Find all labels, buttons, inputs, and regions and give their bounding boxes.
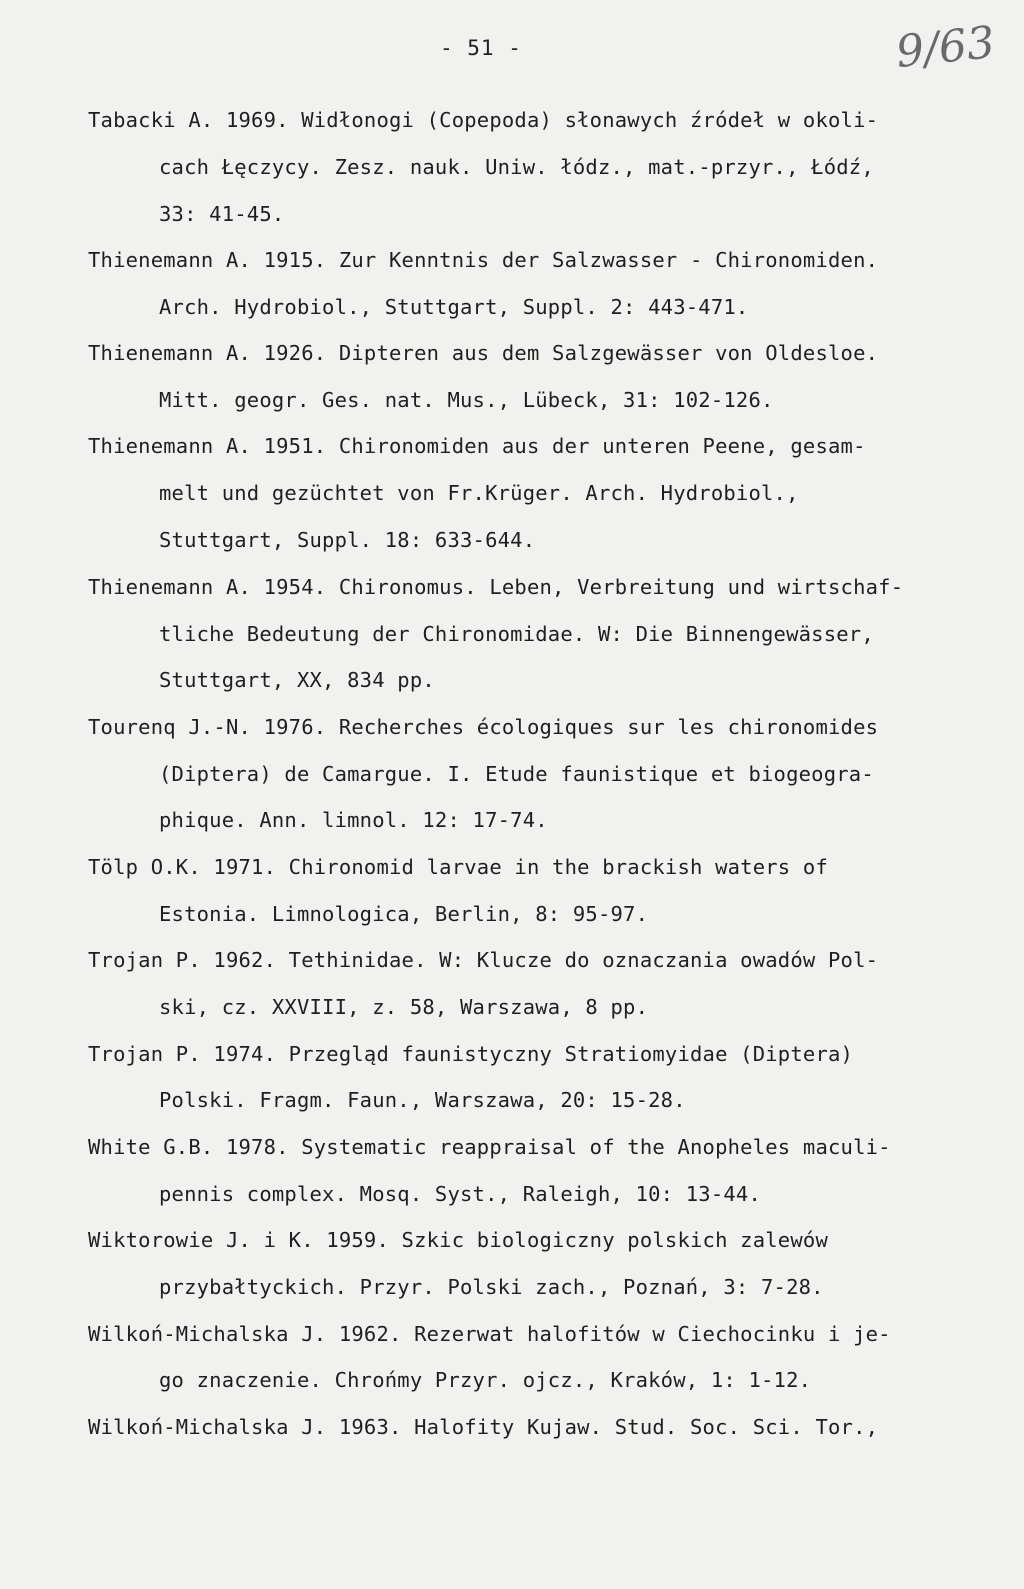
reference-line: Wilkoń-Michalska J. 1962. Rezerwat halofitów w Ciechocinku i je- (88, 1322, 891, 1346)
reference-line: Thienemann A. 1954. Chironomus. Leben, Verbreitung und wirtschaf- (88, 575, 904, 599)
reference-line: Wiktorowie J. i K. 1959. Szkic biologiczny polskich zalewów (88, 1228, 828, 1252)
reference-line: Stuttgart, Suppl. 18: 633-644. (159, 528, 536, 552)
reference-line: Arch. Hydrobiol., Stuttgart, Suppl. 2: 443-471. (159, 295, 749, 319)
reference-line: przybałtyckich. Przyr. Polski zach., Poznań, 3: 7-28. (159, 1275, 824, 1299)
reference-line: Trojan P. 1974. Przegląd faunistyczny Stratiomyidae (Diptera) (88, 1042, 854, 1066)
reference-line: Mitt. geogr. Ges. nat. Mus., Lübeck, 31: 102-126. (159, 388, 774, 412)
reference-line: ski, cz. XXVIII, z. 58, Warszawa, 8 pp. (159, 995, 649, 1019)
reference-line: White G.B. 1978. Systematic reappraisal of the Anopheles maculi- (88, 1135, 891, 1159)
reference-line: Thienemann A. 1915. Zur Kenntnis der Salzwasser - Chironomiden. (88, 248, 879, 272)
reference-line: Thienemann A. 1951. Chironomiden aus der unteren Peene, gesam- (88, 434, 866, 458)
reference-line: melt und gezüchtet von Fr.Krüger. Arch. Hydrobiol., (159, 481, 799, 505)
reference-line: Trojan P. 1962. Tethinidae. W: Klucze do oznaczania owadów Pol- (88, 948, 879, 972)
reference-line: phique. Ann. limnol. 12: 17-74. (159, 808, 548, 832)
reference-line: Tabacki A. 1969. Widłonogi (Copepoda) słonawych źródeł w okoli- (88, 108, 879, 132)
reference-line: Tölp O.K. 1971. Chironomid larvae in the brackish waters of (88, 855, 828, 879)
reference-line: Wilkoń-Michalska J. 1963. Halofity Kujaw. Stud. Soc. Sci. Tor., (88, 1415, 879, 1439)
reference-line: 33: 41-45. (159, 202, 285, 226)
reference-line: Polski. Fragm. Faun., Warszawa, 20: 15-28. (159, 1088, 686, 1112)
reference-line: cach Łęczycy. Zesz. nauk. Uniw. łódz., mat.-przyr., Łódź, (159, 155, 874, 179)
page-number: - 51 - (440, 36, 522, 60)
reference-line: Stuttgart, XX, 834 pp. (159, 668, 435, 692)
reference-line: (Diptera) de Camargue. I. Etude faunistique et biogeogra- (159, 762, 874, 786)
reference-line: tliche Bedeutung der Chironomidae. W: Die Binnengewässer, (159, 622, 874, 646)
reference-line: Thienemann A. 1926. Dipteren aus dem Salzgewässer von Oldesloe. (88, 341, 879, 365)
reference-line: Estonia. Limnologica, Berlin, 8: 95-97. (159, 902, 649, 926)
reference-line: go znaczenie. Chrońmy Przyr. ojcz., Kraków, 1: 1-12. (159, 1368, 812, 1392)
handwritten-page-note: 9/63 (893, 16, 998, 79)
reference-line: Tourenq J.-N. 1976. Recherches écologiques sur les chironomides (88, 715, 879, 739)
reference-line: pennis complex. Mosq. Syst., Raleigh, 10: 13-44. (159, 1182, 762, 1206)
